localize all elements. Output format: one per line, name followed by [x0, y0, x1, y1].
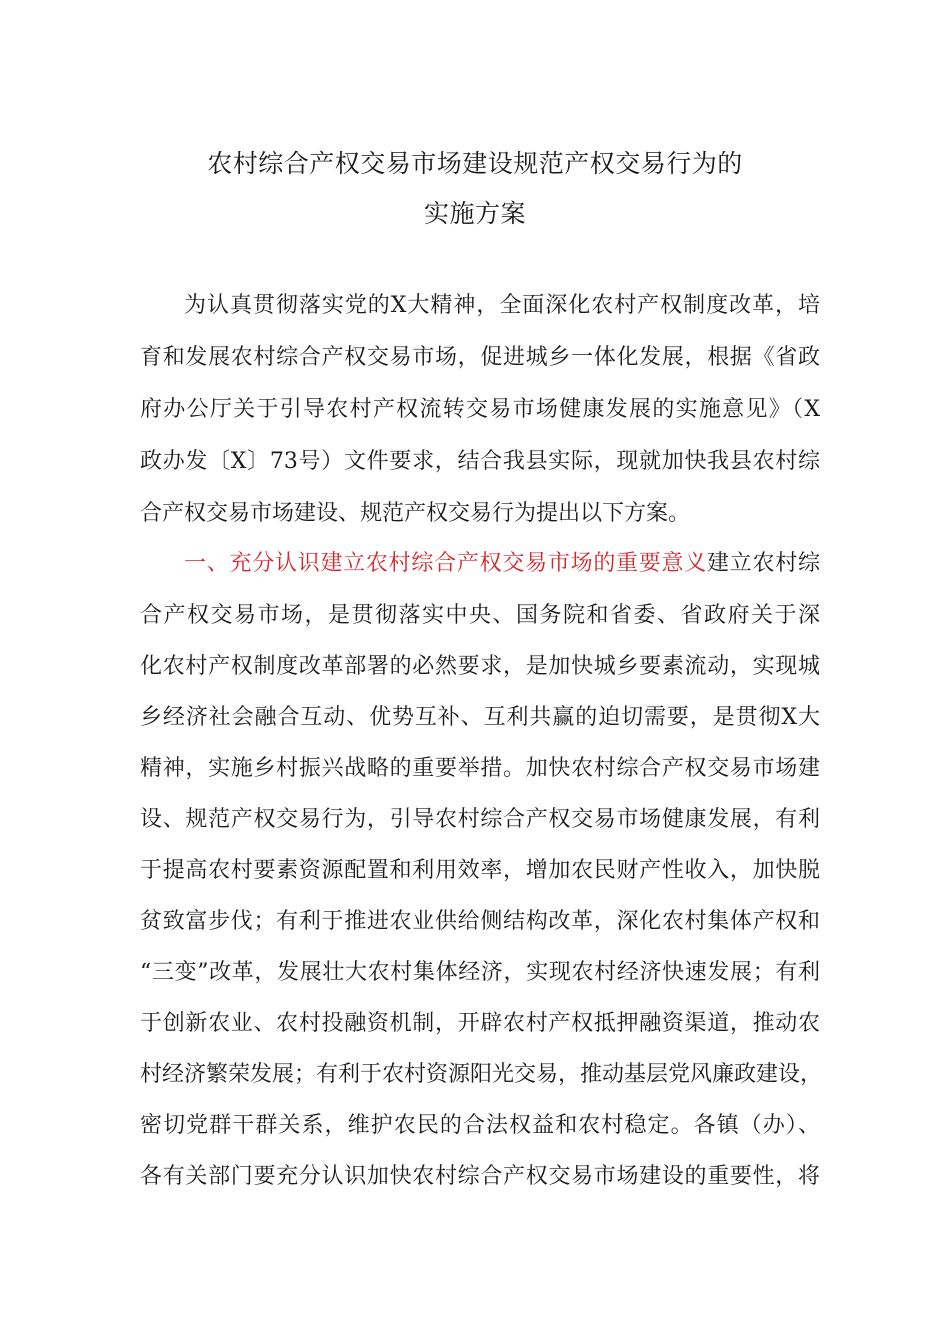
document-title-line-1: 农村综合产权交易市场建设规范产权交易行为的 — [207, 149, 743, 178]
paragraph-1-line-4: 政办发〔X〕73号）文件要求，结合我县实际，现就加快我县农村综 — [140, 449, 820, 474]
paragraph-1-line-3: 府办公厅关于引导农村产权流转交易市场健康发展的实施意见》（X — [140, 397, 820, 422]
paragraph-1-line-1: 为认真贯彻落实党的X大精神，全面深化农村产权制度改革，培 — [184, 293, 820, 318]
paragraph-1-line-5: 合产权交易市场建设、规范产权交易行为提出以下方案。 — [140, 501, 691, 526]
paragraph-1-line-2: 育和发展农村综合产权交易市场，促进城乡一体化发展，根据《省政 — [140, 345, 820, 370]
section-1-line: 设、规范产权交易行为，引导农村综合产权交易市场健康发展，有利 — [140, 807, 820, 832]
section-1-line: 各有关部门要充分认识加快农村综合产权交易市场建设的重要性，将 — [140, 1164, 820, 1189]
section-1-line: 乡经济社会融合互动、优势互补、互利共赢的迫切需要，是贯彻X大 — [140, 705, 820, 730]
section-1-line: 密切党群干群关系，维护农民的合法权益和农村稳定。各镇（办）、 — [140, 1113, 820, 1138]
section-1-line: 贫致富步伐；有利于推进农业供给侧结构改革，深化农村集体产权和 — [140, 909, 820, 934]
section-1-first-line — [184, 538, 820, 590]
section-1-line: “三变”改革，发展壮大农村集体经济，实现农村经济快速发展；有利 — [140, 960, 820, 985]
section-1-line: 化农村产权制度改革部署的必然要求，是加快城乡要素流动，实现城 — [140, 654, 820, 679]
section-1-line: 合产权交易市场，是贯彻落实中央、国务院和省委、省政府关于深 — [140, 603, 820, 628]
section-1-first-line-text: 建立农村综 — [707, 551, 820, 576]
section-1-line: 于提高农村要素资源配置和利用效率，增加农民财产性收入，加快脱 — [140, 858, 820, 883]
document-title-line-2: 实施方案 — [423, 199, 526, 228]
section-1-line: 村经济繁荣发展；有利于农村资源阳光交易，推动基层党风廉政建设， — [140, 1062, 823, 1087]
section-1-line: 于创新农业、农村投融资机制，开辟农村产权抵押融资渠道，推动农 — [140, 1011, 820, 1036]
section-1-heading: 一、充分认识建立农村综合产权交易市场的重要意义 — [184, 551, 708, 576]
section-1-line: 精神，实施乡村振兴战略的重要举措。加快农村综合产权交易市场建 — [140, 756, 820, 781]
